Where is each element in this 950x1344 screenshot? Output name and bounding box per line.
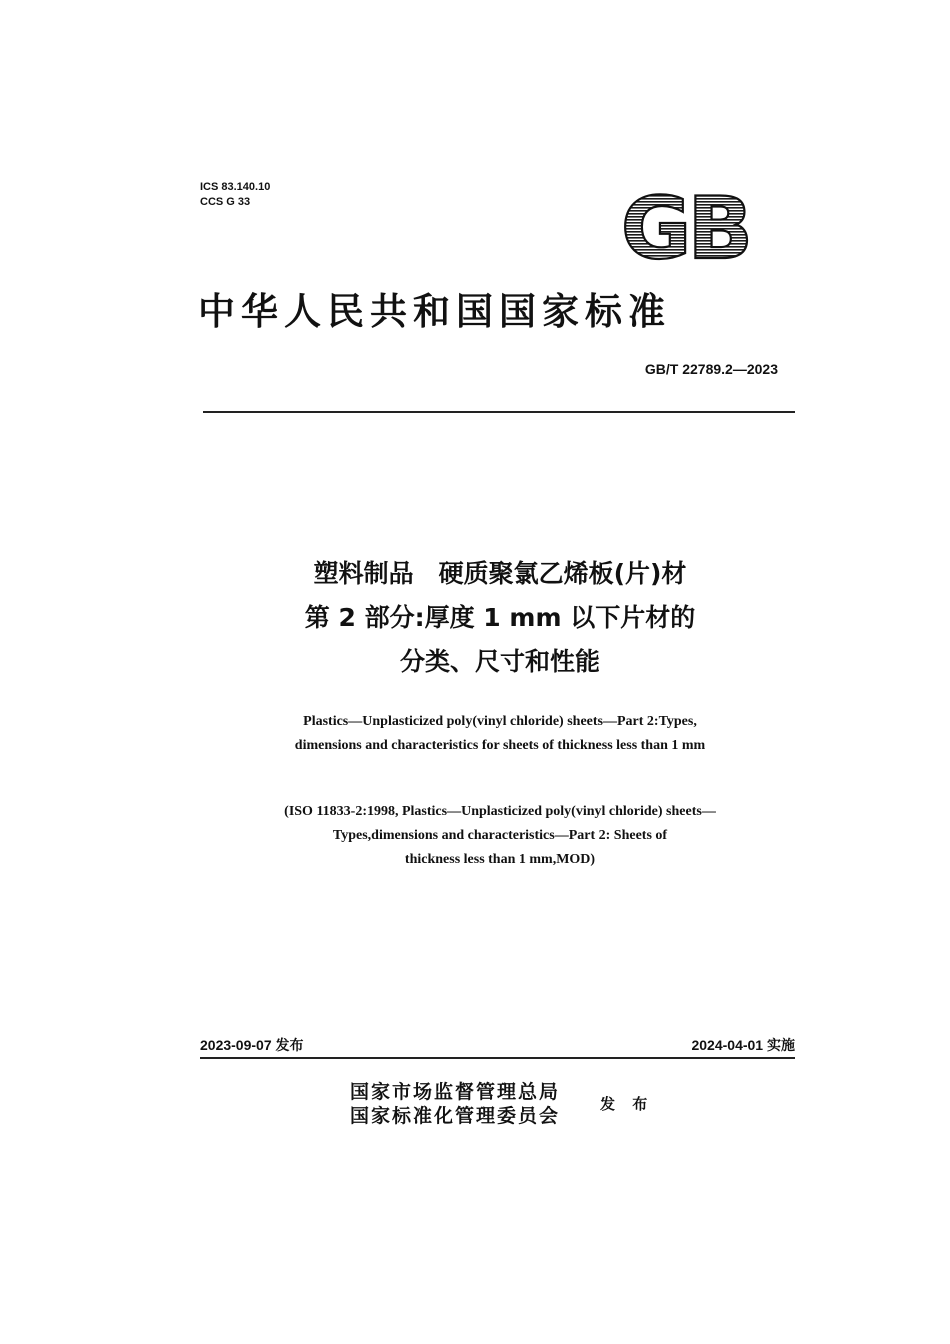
implementation-date: 2024-04-01 实施 (691, 1037, 795, 1053)
ics-code: ICS 83.140.10 (200, 181, 271, 193)
ccs-code: CCS G 33 (200, 196, 251, 208)
header-divider (203, 411, 795, 413)
footer-divider (200, 1057, 795, 1059)
iso-line: (ISO 11833-2:1998, Plastics—Unplasticized poly(vinyl chloride) sheets— (284, 804, 716, 819)
iso-reference (150, 800, 850, 872)
iso-line: thickness less than 1 mm,MOD) (404, 852, 596, 867)
standard-number: GB/T 22789.2—2023 (644, 361, 778, 377)
issue-label: 发 布 (600, 1095, 654, 1113)
cn-title-line: 第 2 部分:厚度 1 mm 以下片材的 (304, 603, 696, 632)
classification-codes (200, 180, 270, 210)
gb-logo (610, 186, 760, 266)
english-document-title (150, 710, 850, 758)
gb-logo-text: GB (620, 186, 750, 266)
dates-row (200, 1035, 795, 1055)
issuing-authorities (350, 1080, 560, 1128)
en-title-line: Plastics—Unplasticized poly(vinyl chloride) sheets—Part 2:Types, (303, 714, 697, 729)
issuer-sac: 国家标准化管理委员会 (350, 1105, 561, 1127)
chinese-document-title (150, 552, 850, 684)
issuer-samr: 国家市场监督管理总局 (350, 1081, 561, 1103)
cn-title-line: 塑料制品 硬质聚氯乙烯板(片)材 (313, 559, 687, 588)
iso-line: Types,dimensions and characteristics—Part 2: Sheets of (332, 828, 668, 843)
national-standard-title: 中华人民共和国国家标准 (198, 289, 671, 333)
release-date: 2023-09-07 发布 (200, 1037, 304, 1053)
en-title-line: dimensions and characteristics for sheets of thickness less than 1 mm (294, 738, 706, 753)
cn-title-line: 分类、尺寸和性能 (399, 647, 600, 676)
